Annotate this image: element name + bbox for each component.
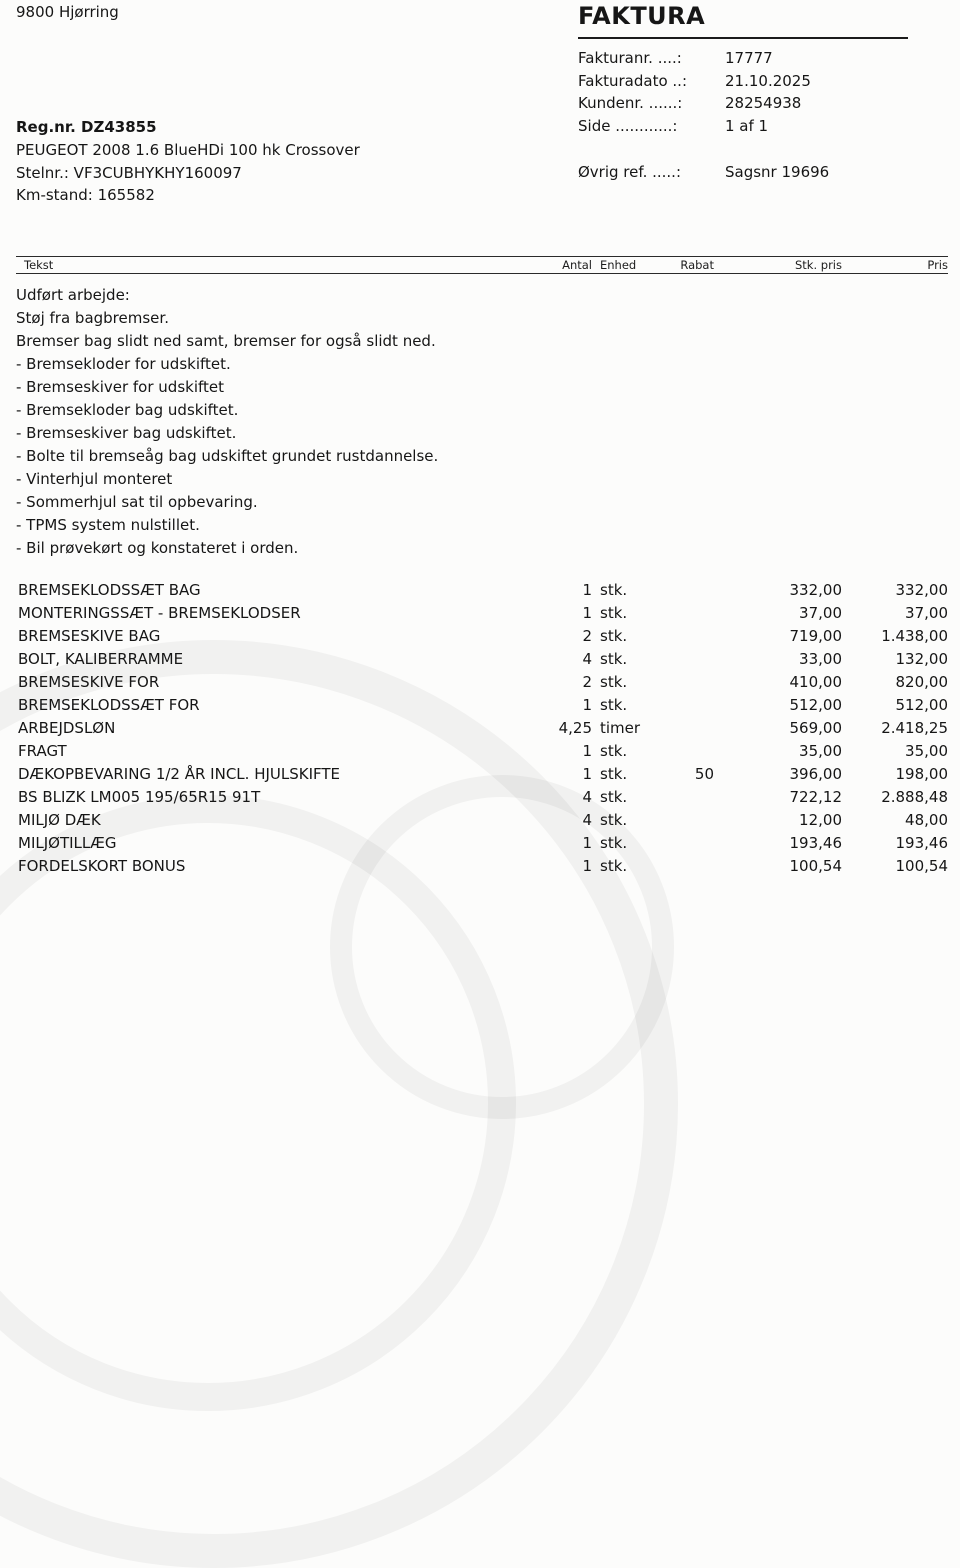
- meta-row-fakturadato: [578, 70, 908, 93]
- cell-pris: 132,00: [895, 650, 948, 668]
- meta-label-ovrig-ref: Øvrig ref. .....:: [578, 163, 681, 181]
- cell-stk-pris: 35,00: [799, 742, 842, 760]
- cell-tekst: MONTERINGSSÆT - BREMSEKLODSER: [18, 604, 301, 622]
- cell-rabat: [668, 740, 714, 763]
- cell-antal: 1: [582, 581, 592, 599]
- cell-pris: 37,00: [905, 604, 948, 622]
- table-row: [16, 671, 948, 694]
- cell-antal: 4,25: [558, 719, 592, 737]
- cell-antal: 1: [582, 857, 592, 875]
- cell-rabat: [668, 671, 714, 694]
- cell-tekst: BREMSESKIVE FOR: [18, 673, 160, 691]
- cell-tekst: MILJØ DÆK: [18, 811, 101, 829]
- cell-rabat: [668, 648, 714, 671]
- cell-antal: 1: [582, 765, 592, 783]
- table-row: [16, 786, 948, 809]
- table-row: [16, 579, 948, 602]
- vehicle-model: PEUGEOT 2008 1.6 BlueHDi 100 hk Crossover: [16, 140, 360, 159]
- description-line: - TPMS system nulstillet.: [16, 516, 200, 534]
- cell-antal: 4: [582, 650, 592, 668]
- meta-value-kundenr: 28254938: [725, 94, 802, 112]
- cell-stk-pris: 37,00: [799, 604, 842, 622]
- cell-stk-pris: 410,00: [789, 673, 842, 691]
- cell-stk-pris: 512,00: [789, 696, 842, 714]
- items-table: [16, 256, 948, 878]
- cell-rabat: [668, 602, 714, 625]
- cell-enhed: stk.: [600, 650, 628, 668]
- column-header-tekst: Tekst: [24, 258, 54, 272]
- meta-value-fakturanr: 17777: [725, 49, 773, 67]
- cell-pris: 2.888,48: [881, 788, 948, 806]
- vehicle-stel-nr: Stelnr.: VF3CUBHYKHY160097: [16, 163, 242, 182]
- cell-rabat: [668, 717, 714, 740]
- meta-value-ovrig-ref: Sagsnr 19696: [725, 163, 830, 181]
- cell-tekst: BS BLIZK LM005 195/65R15 91T: [18, 788, 261, 806]
- cell-antal: 1: [582, 834, 592, 852]
- description-line: - Bremseskiver for udskiftet: [16, 378, 225, 396]
- description-line: - Sommerhjul sat til opbevaring.: [16, 493, 258, 511]
- cell-enhed: stk.: [600, 857, 628, 875]
- sender-city: 9800 Hjørring: [16, 3, 119, 21]
- vehicle-reg-nr: Reg.nr. DZ43855: [16, 118, 157, 136]
- cell-stk-pris: 719,00: [789, 627, 842, 645]
- cell-rabat: [668, 786, 714, 809]
- cell-antal: 4: [582, 811, 592, 829]
- cell-antal: 4: [582, 788, 592, 806]
- cell-pris: 1.438,00: [881, 627, 948, 645]
- cell-enhed: stk.: [600, 788, 628, 806]
- cell-rabat: [668, 625, 714, 648]
- cell-rabat: 50: [694, 765, 714, 783]
- cell-tekst: BREMSESKIVE BAG: [18, 627, 161, 645]
- meta-label-fakturadato: Fakturadato ..:: [578, 71, 688, 90]
- cell-pris: 198,00: [895, 765, 948, 783]
- cell-rabat: [668, 694, 714, 717]
- cell-pris: 2.418,25: [881, 719, 948, 737]
- cell-rabat: [668, 579, 714, 602]
- cell-pris: 820,00: [895, 673, 948, 691]
- description-line: - Vinterhjul monteret: [16, 470, 173, 488]
- description-line: Støj fra bagbremser.: [16, 309, 169, 327]
- cell-pris: 48,00: [905, 811, 948, 829]
- column-header-enhed: Enhed: [600, 258, 637, 272]
- column-header-pris: Pris: [927, 258, 948, 272]
- invoice-meta: [578, 47, 908, 184]
- table-row: [16, 602, 948, 625]
- cell-enhed: stk.: [600, 765, 628, 783]
- description-line: - Bremsekloder for udskiftet.: [16, 355, 231, 373]
- meta-row-kundenr: [578, 92, 908, 115]
- column-header-antal: Antal: [562, 258, 592, 272]
- cell-rabat: [668, 832, 714, 855]
- cell-tekst: BREMSEKLODSSÆT FOR: [18, 696, 200, 714]
- cell-antal: 2: [582, 673, 592, 691]
- column-header-rabat: Rabat: [680, 258, 714, 272]
- cell-enhed: stk.: [600, 581, 628, 599]
- vehicle-info: [16, 116, 360, 207]
- invoice-header: [578, 2, 908, 184]
- cell-enhed: stk.: [600, 604, 628, 622]
- cell-stk-pris: 332,00: [789, 581, 842, 599]
- table-row: [16, 740, 948, 763]
- description-line: - Bremsekloder bag udskiftet.: [16, 401, 239, 419]
- cell-stk-pris: 396,00: [789, 765, 842, 783]
- cell-enhed: stk.: [600, 811, 628, 829]
- cell-tekst: MILJØTILLÆG: [18, 834, 117, 852]
- cell-tekst: FORDELSKORT BONUS: [18, 857, 186, 875]
- cell-tekst: BOLT, KALIBERRAMME: [18, 650, 184, 668]
- description-line: - Bolte til bremseåg bag udskiftet grundet rustdannelse.: [16, 447, 439, 465]
- cell-rabat: [668, 809, 714, 832]
- cell-pris: 193,46: [895, 834, 948, 852]
- description-line: - Bil prøvekørt og konstateret i orden.: [16, 539, 299, 557]
- cell-tekst: DÆKOPBEVARING 1/2 ÅR INCL. HJULSKIFTE: [18, 765, 341, 783]
- meta-row-side: [578, 115, 908, 138]
- vehicle-km-stand: Km-stand: 165582: [16, 186, 155, 205]
- column-header-stk-pris: Stk. pris: [795, 258, 842, 272]
- invoice-title: FAKTURA: [578, 2, 706, 30]
- table-header-row: [16, 256, 948, 274]
- meta-row-ovrig-ref: [578, 161, 908, 184]
- cell-tekst: FRAGT: [18, 742, 67, 760]
- table-row: [16, 809, 948, 832]
- table-row: [16, 648, 948, 671]
- cell-stk-pris: 33,00: [799, 650, 842, 668]
- cell-pris: 100,54: [895, 857, 948, 875]
- description-line: Udført arbejde:: [16, 286, 130, 304]
- cell-stk-pris: 12,00: [799, 811, 842, 829]
- cell-enhed: stk.: [600, 673, 628, 691]
- cell-enhed: stk.: [600, 696, 628, 714]
- meta-row-fakturanr: [578, 47, 908, 70]
- table-row: [16, 625, 948, 648]
- cell-tekst: BREMSEKLODSSÆT BAG: [18, 581, 201, 599]
- cell-stk-pris: 193,46: [789, 834, 842, 852]
- cell-antal: 1: [582, 742, 592, 760]
- meta-label-fakturanr: Fakturanr. ....:: [578, 49, 682, 67]
- cell-pris: 35,00: [905, 742, 948, 760]
- table-row: [16, 694, 948, 717]
- cell-antal: 2: [582, 627, 592, 645]
- header-divider: [578, 37, 908, 39]
- cell-tekst: ARBEJDSLØN: [18, 719, 116, 737]
- meta-label-kundenr: Kundenr. ......:: [578, 94, 683, 112]
- work-description: [16, 284, 948, 560]
- cell-enhed: stk.: [600, 834, 628, 852]
- cell-enhed: stk.: [600, 627, 628, 645]
- description-line: Bremser bag slidt ned samt, bremser for også slidt ned.: [16, 332, 436, 350]
- cell-stk-pris: 100,54: [789, 857, 842, 875]
- table-row: [16, 832, 948, 855]
- cell-enhed: stk.: [600, 742, 628, 760]
- cell-pris: 512,00: [895, 696, 948, 714]
- cell-antal: 1: [582, 696, 592, 714]
- table-row: [16, 717, 948, 740]
- cell-stk-pris: 722,12: [789, 788, 842, 806]
- item-rows: [16, 579, 948, 878]
- cell-pris: 332,00: [895, 581, 948, 599]
- meta-value-side: 1 af 1: [725, 116, 769, 135]
- cell-antal: 1: [582, 604, 592, 622]
- meta-label-side: Side ............:: [578, 116, 678, 135]
- meta-value-fakturadato: 21.10.2025: [725, 71, 811, 90]
- cell-stk-pris: 569,00: [789, 719, 842, 737]
- table-row: [16, 763, 948, 786]
- description-line: - Bremseskiver bag udskiftet.: [16, 424, 237, 442]
- cell-enhed: timer: [600, 719, 641, 737]
